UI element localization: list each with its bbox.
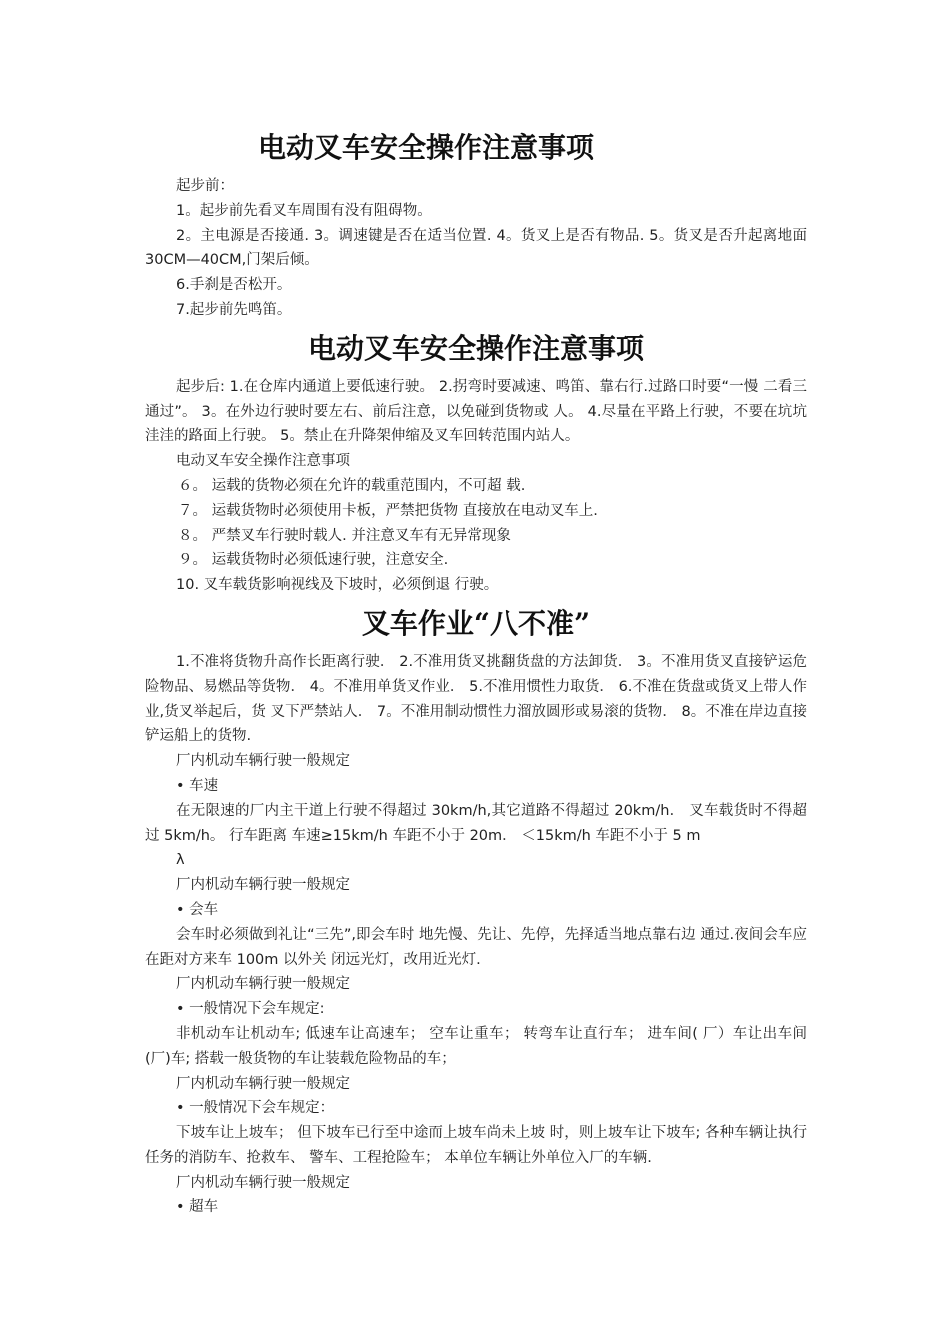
paragraph: • 车速 — [176, 777, 219, 794]
paragraph: • 超车 — [176, 1199, 219, 1216]
paragraph: 1。起步前先看叉车周围有没有阻碍物。 — [176, 202, 432, 219]
paragraph: 6.手刹是否松开。 — [176, 277, 292, 294]
section-before-start — [145, 174, 807, 323]
section-title: 电动叉车安全操作注意事项 — [307, 331, 644, 365]
paragraph: 厂内机动车辆行驶一般规定 — [176, 877, 350, 894]
paragraph: 7.起步前先鸣笛。 — [176, 301, 292, 318]
paragraph: • 一般情况下会车规定: — [176, 1001, 325, 1018]
paragraph: 厂内机动车辆行驶一般规定 — [176, 753, 350, 770]
paragraph: λ — [176, 852, 185, 869]
paragraph: 1.不准将货物升高作长距离行驶． 2.不准用货叉挑翻货盘的方法卸货． 3。不准用货叉直接铲运危险物品、易燃品等货物． 4。不准用单货叉作业． 5.不准用惯性力取货． 6.不准在货盘或货叉上带人作业,货叉举起后，货 叉下严禁站人． 7。不准用制动惯性力溜放圆形或易滚的货物． 8。不准在岸边直接铲运船上的货物. — [145, 653, 807, 745]
paragraph: ７。 运载货物时必须使用卡板，严禁把货物 直接放在电动叉车上. — [178, 502, 598, 519]
section-title: 叉车作业“八不准” — [361, 606, 591, 640]
paragraph: ８。 严禁叉车行驶时载人. 并注意叉车有无异常现象 — [178, 527, 511, 544]
paragraph: 下坡车让上坡车； 但下坡车已行至中途而上坡车尚未上坡 时，则上坡车让下坡车; 各种车辆让执行任务的消防车、抢救车、 警车、工程抢险车； 本单位车辆让外单位入厂的车辆. — [145, 1125, 807, 1166]
paragraph: • 一般情况下会车规定： — [176, 1100, 335, 1117]
paragraph: 厂内机动车辆行驶一般规定 — [176, 1174, 350, 1191]
paragraph: 电动叉车安全操作注意事项 — [176, 453, 350, 470]
paragraph: ９。 运载货物时必须低速行驶，注意安全. — [178, 552, 449, 569]
paragraph: 起步前： — [176, 178, 234, 194]
paragraph: • 会车 — [176, 901, 219, 918]
paragraph: 2。主电源是否接通. 3。调速键是否在适当位置. 4。货叉上是否有物品. 5。货叉是否升起离地面 30CM—40CM,门架后倾。 — [145, 227, 807, 269]
paragraph: ６。 运载的货物必须在允许的载重范围内，不可超 载. — [178, 477, 526, 494]
document-title: 电动叉车安全操作注意事项 — [258, 131, 595, 164]
section-eight-prohibitions — [145, 650, 807, 1220]
paragraph: 非机动车让机动车; 低速车让高速车； 空车让重车； 转弯车让直行车； 进车间( 厂）车让出车间(厂)车; 搭载一般货物的车让装载危险物品的车； — [145, 1025, 807, 1067]
paragraph: 10. 叉车载货影响视线及下坡时，必须倒退 行驶。 — [176, 577, 499, 594]
paragraph: 厂内机动车辆行驶一般规定 — [176, 1075, 350, 1092]
section-after-start — [145, 375, 807, 598]
paragraph: 起步后: 1.在仓库内通道上要低速行驶。 2.拐弯时要减速、鸣笛、靠右行.过路口时要“一慢 二看三通过”。 3。在外边行驶时要左右、前后注意，以免碰到货物或 人。 4.尽量在平路上行驶，不要在坑坑洼洼的路面上行驶。 5。禁止在升降架伸缩及叉车回转范围内站人。 — [145, 378, 807, 445]
paragraph: 在无限速的厂内主干道上行驶不得超过 30km/h,其它道路不得超过 20km/h． 叉车载货时不得超过 5km/h。 行车距离 车速≥15km/h 车距不小于 20m． ＜15km/h 车距不小于 5 m — [145, 802, 807, 844]
document-page — [145, 128, 807, 1220]
paragraph: 会车时必须做到礼让“三先”,即会车时 地先慢、先让、先停，先择适当地点靠右边 通过.夜间会车应在距对方来车 100m 以外关 闭远光灯，改用近光灯. — [145, 926, 807, 968]
paragraph: 厂内机动车辆行驶一般规定 — [176, 976, 350, 993]
